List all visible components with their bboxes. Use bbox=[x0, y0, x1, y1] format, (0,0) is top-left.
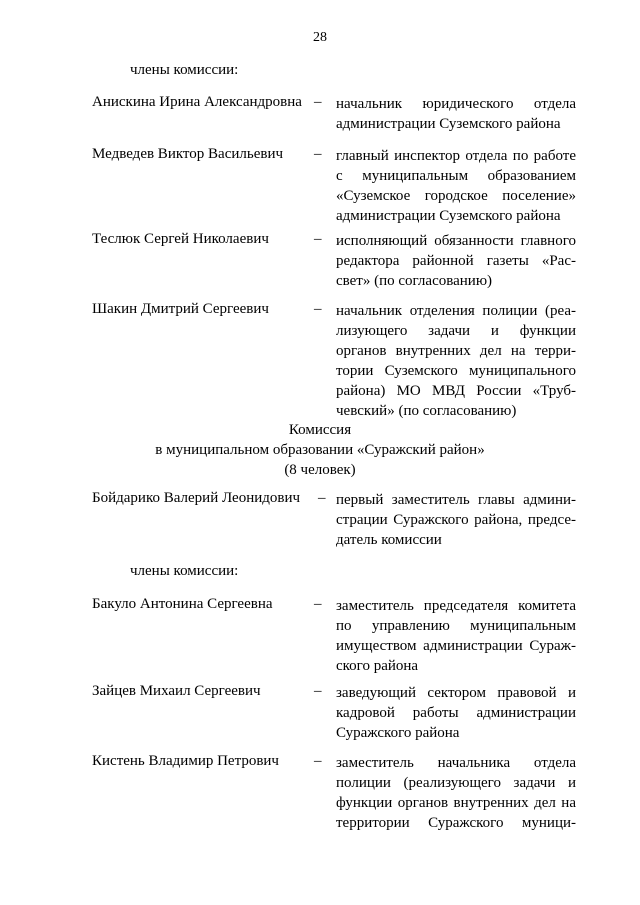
member-name: Анискина Ирина Александровна bbox=[92, 94, 302, 110]
heading-count: (8 человек) bbox=[284, 462, 356, 478]
members-label: члены комиссии: bbox=[130, 62, 239, 78]
role-line: заместитель начальника отдела bbox=[336, 755, 576, 771]
role-line: свет» (по согласованию) bbox=[336, 273, 493, 289]
member-role bbox=[336, 753, 576, 833]
member-name: Зайцев Михаил Сергеевич bbox=[92, 683, 261, 699]
role-line: по управлению муниципальным bbox=[336, 618, 576, 634]
member-role bbox=[336, 683, 576, 743]
role-line: лизующего задачи и функции bbox=[336, 323, 576, 339]
dash: – bbox=[314, 231, 322, 247]
members-label: члены комиссии: bbox=[130, 563, 239, 579]
commission-heading bbox=[0, 420, 640, 480]
member-name: Шакин Дмитрий Сергеевич bbox=[92, 301, 269, 317]
dash: – bbox=[314, 146, 322, 162]
member-role bbox=[336, 596, 576, 676]
member-name: Бойдарико Валерий Леонидович bbox=[92, 490, 301, 506]
role-line: страции Суражского района, предсе- bbox=[336, 512, 576, 528]
role-line: первый заместитель главы админи- bbox=[336, 492, 576, 508]
member-name: Медведев Виктор Васильевич bbox=[92, 146, 284, 162]
role-line: с муниципальным образованием bbox=[336, 168, 576, 184]
member-role bbox=[336, 301, 576, 421]
role-line: главный инспектор отдела по работе bbox=[336, 148, 576, 164]
member-role bbox=[336, 490, 576, 550]
role-line: органов внутренних дел на терри- bbox=[336, 343, 576, 359]
role-line: администрации Суземского района bbox=[336, 208, 561, 224]
role-line: функции органов внутренних дел на bbox=[336, 795, 576, 811]
member-role bbox=[336, 94, 576, 134]
heading-subtitle: в муниципальном образовании «Суражский район» bbox=[155, 442, 485, 458]
role-line: Суражского района bbox=[336, 725, 460, 741]
dash: – bbox=[314, 683, 322, 699]
role-line: заместитель председателя комитета bbox=[336, 598, 576, 614]
role-line: чевский» (по согласованию) bbox=[336, 403, 517, 419]
role-line: района) МО МВД России «Труб- bbox=[336, 383, 576, 399]
member-name: Бакуло Антонина Сергеевна bbox=[92, 596, 273, 612]
role-line: кадровой работы администрации bbox=[336, 705, 576, 721]
dash: – bbox=[314, 753, 322, 769]
role-line: территории Суражского муници- bbox=[336, 815, 576, 831]
role-line: имуществом администрации Сураж- bbox=[336, 638, 576, 654]
role-line: администрации Суземского района bbox=[336, 116, 561, 132]
role-line: редактора районной газеты «Рас- bbox=[336, 253, 576, 269]
heading-title: Комиссия bbox=[288, 422, 352, 438]
role-line: тории Суземского муниципального bbox=[336, 363, 576, 379]
role-line: заведующий сектором правовой и bbox=[336, 685, 576, 701]
dash: – bbox=[314, 596, 322, 612]
role-line: «Суземское городское поселение» bbox=[336, 188, 576, 204]
member-role bbox=[336, 231, 576, 291]
member-name: Кистень Владимир Петрович bbox=[92, 753, 279, 769]
role-line: ского района bbox=[336, 658, 419, 674]
member-role bbox=[336, 146, 576, 226]
dash: – bbox=[314, 301, 322, 317]
role-line: полиции (реализующего задачи и bbox=[336, 775, 576, 791]
dash: – bbox=[318, 490, 326, 506]
page-number: 28 bbox=[313, 30, 327, 45]
dash: – bbox=[314, 94, 322, 110]
role-line: датель комиссии bbox=[336, 532, 442, 548]
role-line: исполняющий обязанности главного bbox=[336, 233, 576, 249]
role-line: начальник отделения полиции (реа- bbox=[336, 303, 576, 319]
role-line: начальник юридического отдела bbox=[336, 96, 576, 112]
member-name: Теслюк Сергей Николаевич bbox=[92, 231, 269, 247]
